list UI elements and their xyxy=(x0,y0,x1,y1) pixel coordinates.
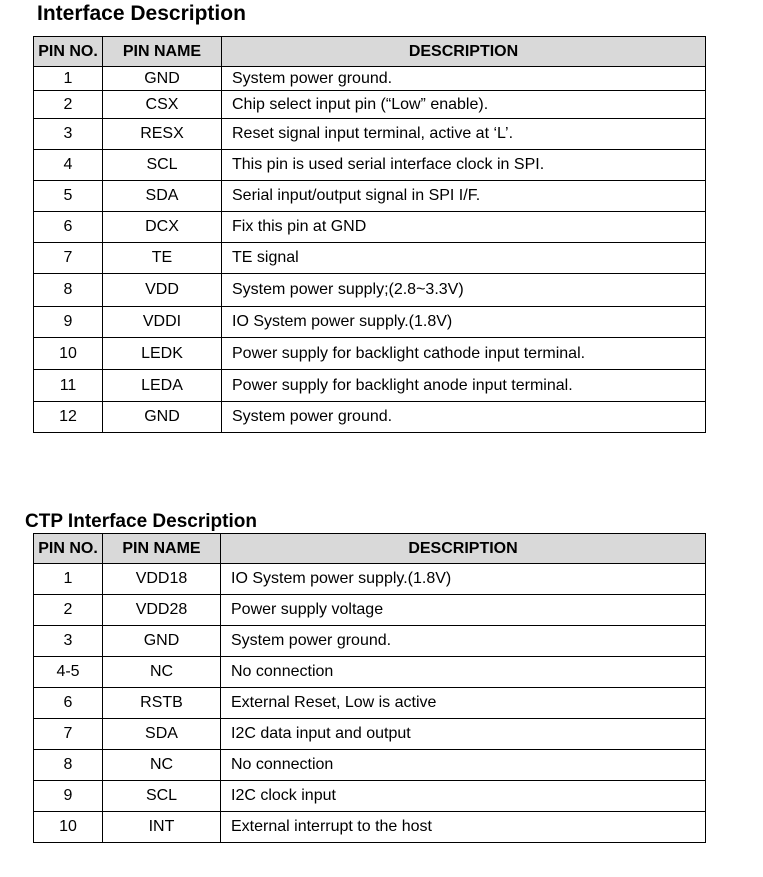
table-row xyxy=(34,181,706,212)
pin-description: IO System power supply.(1.8V) xyxy=(222,307,706,338)
pin-name: CSX xyxy=(103,91,222,119)
table-row xyxy=(34,338,706,370)
pin-name: VDD18 xyxy=(103,564,221,595)
pin-name: GND xyxy=(103,626,221,657)
pin-description: Power supply voltage xyxy=(221,595,706,626)
pin-name: RESX xyxy=(103,119,222,150)
table-row xyxy=(34,750,706,781)
table-row xyxy=(34,402,706,433)
pin-description: Fix this pin at GND xyxy=(222,212,706,243)
pin-description: Chip select input pin (“Low” enable). xyxy=(222,91,706,119)
pin-no: 7 xyxy=(34,243,103,274)
table-row xyxy=(34,370,706,402)
pin-description: Power supply for backlight anode input terminal. xyxy=(222,370,706,402)
ctp-pin-table xyxy=(33,533,706,843)
table-row xyxy=(34,595,706,626)
pin-no: 7 xyxy=(34,719,103,750)
interface-pin-table xyxy=(33,36,706,433)
table-header-row xyxy=(34,37,706,67)
table-header-row xyxy=(34,534,706,564)
pin-name: TE xyxy=(103,243,222,274)
pin-name: INT xyxy=(103,812,221,843)
pin-description: I2C clock input xyxy=(221,781,706,812)
header-pin-name: PIN NAME xyxy=(103,37,222,67)
pin-no: 2 xyxy=(34,91,103,119)
pin-description: This pin is used serial interface clock in SPI. xyxy=(222,150,706,181)
table-row xyxy=(34,781,706,812)
pin-name: NC xyxy=(103,750,221,781)
pin-description: Serial input/output signal in SPI I/F. xyxy=(222,181,706,212)
ctp-interface-description-title: CTP Interface Description xyxy=(25,511,257,532)
table-row xyxy=(34,719,706,750)
table-row xyxy=(34,812,706,843)
pin-no: 3 xyxy=(34,119,103,150)
header-pin-no: PIN NO. xyxy=(34,37,103,67)
pin-description: No connection xyxy=(221,657,706,688)
pin-description: System power ground. xyxy=(222,402,706,433)
pin-name: NC xyxy=(103,657,221,688)
pin-name: GND xyxy=(103,67,222,91)
pin-name: VDD xyxy=(103,274,222,307)
table-row xyxy=(34,67,706,91)
pin-no: 4-5 xyxy=(34,657,103,688)
pin-no: 8 xyxy=(34,274,103,307)
header-description: DESCRIPTION xyxy=(222,37,706,67)
pin-name: GND xyxy=(103,402,222,433)
pin-description: External Reset, Low is active xyxy=(221,688,706,719)
pin-no: 6 xyxy=(34,688,103,719)
table-row xyxy=(34,212,706,243)
pin-description: I2C data input and output xyxy=(221,719,706,750)
pin-name: VDD28 xyxy=(103,595,221,626)
pin-no: 9 xyxy=(34,781,103,812)
pin-description: External interrupt to the host xyxy=(221,812,706,843)
pin-no: 2 xyxy=(34,595,103,626)
table-row xyxy=(34,91,706,119)
pin-description: Power supply for backlight cathode input terminal. xyxy=(222,338,706,370)
pin-description: System power ground. xyxy=(221,626,706,657)
pin-no: 4 xyxy=(34,150,103,181)
pin-name: SDA xyxy=(103,719,221,750)
table-row xyxy=(34,243,706,274)
pin-no: 10 xyxy=(34,338,103,370)
pin-no: 10 xyxy=(34,812,103,843)
pin-no: 11 xyxy=(34,370,103,402)
table-row xyxy=(34,657,706,688)
pin-description: System power supply;(2.8~3.3V) xyxy=(222,274,706,307)
pin-name: LEDK xyxy=(103,338,222,370)
table-row xyxy=(34,564,706,595)
pin-no: 1 xyxy=(34,67,103,91)
header-pin-no: PIN NO. xyxy=(34,534,103,564)
pin-description: TE signal xyxy=(222,243,706,274)
pin-no: 8 xyxy=(34,750,103,781)
pin-no: 3 xyxy=(34,626,103,657)
pin-name: SCL xyxy=(103,150,222,181)
table-row xyxy=(34,626,706,657)
pin-name: SCL xyxy=(103,781,221,812)
pin-name: LEDA xyxy=(103,370,222,402)
pin-no: 6 xyxy=(34,212,103,243)
interface-description-title: Interface Description xyxy=(37,2,246,25)
pin-name: SDA xyxy=(103,181,222,212)
pin-name: RSTB xyxy=(103,688,221,719)
pin-name: DCX xyxy=(103,212,222,243)
pin-no: 1 xyxy=(34,564,103,595)
pin-no: 5 xyxy=(34,181,103,212)
table-row xyxy=(34,150,706,181)
table-row xyxy=(34,307,706,338)
table-row xyxy=(34,688,706,719)
header-description: DESCRIPTION xyxy=(221,534,706,564)
pin-description: Reset signal input terminal, active at ‘L’. xyxy=(222,119,706,150)
pin-name: VDDI xyxy=(103,307,222,338)
pin-no: 9 xyxy=(34,307,103,338)
pin-no: 12 xyxy=(34,402,103,433)
header-pin-name: PIN NAME xyxy=(103,534,221,564)
pin-description: No connection xyxy=(221,750,706,781)
pin-description: System power ground. xyxy=(222,67,706,91)
table-row xyxy=(34,119,706,150)
table-row xyxy=(34,274,706,307)
pin-description: IO System power supply.(1.8V) xyxy=(221,564,706,595)
